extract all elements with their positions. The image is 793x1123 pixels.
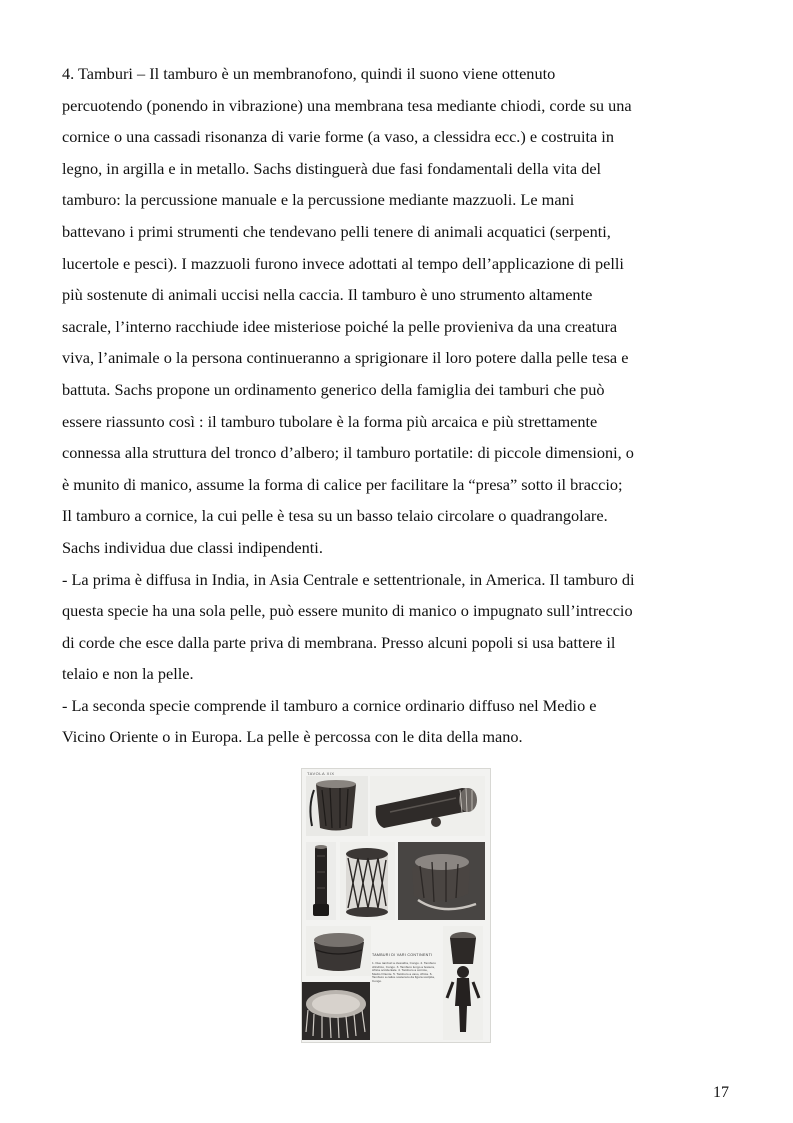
text-line: lucertole e pesci). I mazzuoli furono invece adottati al tempo dell’applicazione di pelli: [62, 253, 624, 273]
plate-caption-title: TAMBURI DI VARI CONTINENTI: [372, 953, 433, 957]
text-line: Il tamburo a cornice, la cui pelle è tesa su un basso telaio circolare o quadrangolare.: [62, 506, 608, 526]
text-line: - La prima è diffusa in India, in Asia Centrale e settentrionale, in America. Il tamburo di: [62, 569, 635, 589]
text-line: battuta. Sachs propone un ordinamento generico della famiglia dei tamburi che può: [62, 379, 605, 399]
text-line: cornice o una cassadi risonanza di varie forme (a vaso, a clessidra ecc.) e costruita in: [62, 127, 614, 147]
text-line: Vicino Oriente o in Europa. La pelle è percossa con le dita della mano.: [62, 727, 523, 747]
text-line: viva, l’animale o la persona continueranno a sprigionare il loro potere dalla pelle tesa e: [62, 348, 629, 368]
text-line: di corde che esce dalla parte priva di membrana. Presso alcuni popoli si usa battere il: [62, 632, 616, 652]
drum-photo-3: [306, 842, 336, 920]
text-line: più sostenute di animali uccisi nella caccia. Il tamburo è uno strumento altamente: [62, 285, 593, 305]
text-line: legno, in argilla e in metallo. Sachs distinguerà due fasi fondamentali della vita del: [62, 158, 602, 178]
text-line: battevano i primi strumenti che tendevano pelli tenere di animali acquatici (serpenti,: [62, 221, 611, 241]
drum-photo-2: [370, 776, 485, 836]
drum-photo-6: [306, 926, 371, 976]
body-text: [62, 58, 734, 753]
drum-photo-1: [306, 776, 368, 836]
text-line: - La seconda specie comprende il tamburo a cornice ordinario diffuso nel Medio e: [62, 695, 597, 715]
text-line: questa specie ha una sola pelle, può essere munito di manico o impugnato sull’intreccio: [62, 601, 633, 621]
drum-photo-8: [443, 926, 483, 1040]
page-number: 17: [713, 1084, 729, 1101]
drum-photo-5: [398, 842, 485, 920]
plate-caption-text: 1. Due tamburi a clessidra, Congo. 2. Tamburo cilindrico, Congo. 3. Tamburo lungo a fessura, Africa occidentale. 4. Tamburo a cornice, Medio Oriente. 5. Tamburo a vaso, Africa. 6. Tamburo a calice sostenuto da figura scolpita, Congo.: [372, 962, 436, 983]
text-line: è munito di manico, assume la forma di calice per facilitare la “presa” sotto il braccio;: [62, 474, 623, 494]
text-line: percuotendo (ponendo in vibrazione) una membrana tesa mediante chiodi, corde su una: [62, 95, 632, 115]
plate-label: TAVOLA XIX: [307, 771, 335, 776]
text-line: 4. Tamburi – Il tamburo è un membranofono, quindi il suono viene ottenuto: [62, 64, 556, 83]
text-line: Sachs individua due classi indipendenti.: [62, 537, 323, 557]
drum-photo-7: [302, 982, 370, 1040]
text-line: connessa alla struttura del tronco d’albero; il tamburo portatile: di piccole dimensioni, o: [62, 443, 634, 463]
text-line: tamburo: la percussione manuale e la percussione mediante mazzuoli. Le mani: [62, 190, 575, 210]
drum-photo-4: [340, 842, 395, 920]
text-line: telaio e non la pelle.: [62, 664, 194, 684]
text-line: sacrale, l’interno racchiude idee misteriose poiché la pelle provieniva da una creatura: [62, 316, 618, 336]
text-line: essere riassunto così : il tamburo tubolare è la forma più arcaica e più strettamente: [62, 411, 598, 431]
